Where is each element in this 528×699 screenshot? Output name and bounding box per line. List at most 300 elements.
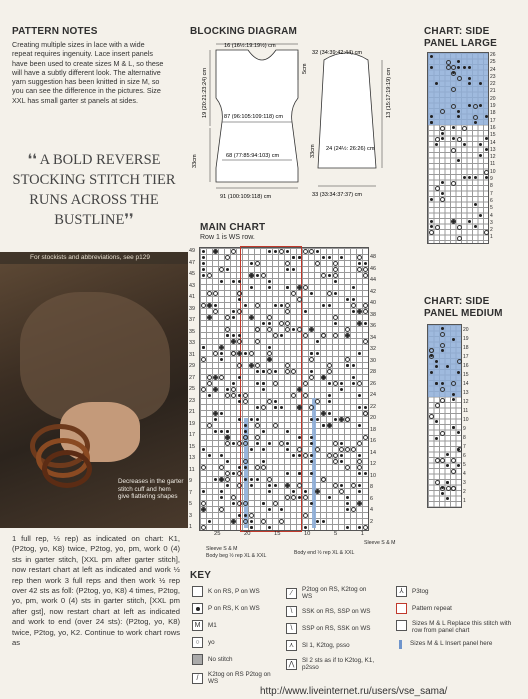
purl-dot	[220, 412, 223, 415]
side-large-title-2: PANEL LARGE	[424, 38, 497, 49]
purl-dot	[268, 250, 271, 253]
purl-dot	[268, 346, 271, 349]
row-label: 3	[490, 219, 493, 226]
yo-circle	[291, 291, 296, 296]
purl-dot	[435, 382, 438, 385]
purl-dot	[274, 400, 277, 403]
key-label: Sizes M & L Replace this stitch with row from panel chart	[412, 620, 512, 634]
purl-dot	[250, 448, 253, 451]
purl-dot	[358, 484, 361, 487]
yo-circle	[243, 441, 248, 446]
purl-dot	[346, 496, 349, 499]
yo-circle	[207, 423, 212, 428]
purl-dot	[457, 115, 460, 118]
key-item	[192, 654, 282, 665]
purl-dot	[457, 431, 460, 434]
purl-dot	[220, 490, 223, 493]
row-label: 2	[490, 227, 493, 234]
photo-caption: Decreases in the garter stitch cuff and hem give flattering shapes	[118, 478, 184, 500]
sk2po-icon: ⋏	[286, 640, 297, 651]
yo-circle	[255, 423, 260, 428]
yo-circle	[243, 399, 248, 404]
row-label: 23	[490, 73, 496, 80]
purl-dot	[435, 365, 438, 368]
purl-dot	[244, 478, 247, 481]
row-label: 30	[370, 357, 376, 364]
row-label: 11	[463, 408, 469, 414]
yo-circle	[457, 359, 462, 364]
purl-dot	[232, 502, 235, 505]
yo-circle	[363, 435, 368, 440]
purl-dot	[286, 286, 289, 289]
yo-circle	[261, 405, 266, 410]
row-label: 1	[463, 498, 466, 504]
purl-dot	[322, 376, 325, 379]
purl-dot	[244, 430, 247, 433]
purl-dot	[328, 382, 331, 385]
row-label: 11	[490, 161, 496, 168]
purl-dot	[334, 418, 337, 421]
yo-circle	[303, 285, 308, 290]
purl-dot	[292, 490, 295, 493]
bangle-3	[42, 450, 92, 488]
row-label: 7	[189, 489, 192, 496]
purl-dot	[310, 460, 313, 463]
purl-dot	[310, 292, 313, 295]
yo-circle	[351, 303, 356, 308]
yo-circle	[333, 381, 338, 386]
purl-dot	[226, 388, 229, 391]
yo-circle	[440, 486, 445, 491]
dim-sleeve-cuff: 33 (33:34:37:37) cm	[312, 192, 363, 198]
yo-circle	[435, 480, 440, 485]
yo-circle	[225, 327, 230, 332]
yo-circle	[201, 501, 206, 506]
row-label: 8	[463, 435, 466, 441]
p2tog-icon: ⁄	[286, 588, 297, 599]
purl-dot	[220, 346, 223, 349]
purl-dot	[220, 280, 223, 283]
yo-circle	[219, 507, 224, 512]
purl-dot	[358, 526, 361, 529]
blocking-diagram	[186, 38, 404, 210]
yo-circle	[357, 465, 362, 470]
purl-dot	[310, 370, 313, 373]
col-labels	[214, 531, 364, 537]
purl-dot	[298, 496, 301, 499]
yo-circle	[249, 513, 254, 518]
yo-circle	[261, 465, 266, 470]
yo-circle	[291, 495, 296, 500]
purl-dot	[238, 298, 241, 301]
purl-dot	[328, 274, 331, 277]
purl-dot	[352, 310, 355, 313]
key-label: No stitch	[208, 656, 233, 663]
purl-dot	[334, 280, 337, 283]
key-label: Sl 1, K2tog, psso	[302, 642, 350, 649]
yo-circle	[339, 417, 344, 422]
purl-dot	[232, 472, 235, 475]
yo-circle	[363, 303, 368, 308]
yo-circle	[297, 483, 302, 488]
yo-circle	[255, 465, 260, 470]
yo-circle	[333, 483, 338, 488]
yo-circle	[297, 327, 302, 332]
purl-dot	[250, 520, 253, 523]
purl-dot	[208, 394, 211, 397]
dim-shoulder: 32 (34:39:42:44) cm	[312, 50, 363, 56]
yo-circle	[291, 393, 296, 398]
row-label: 23	[189, 397, 195, 404]
row-label: 26	[490, 52, 496, 58]
row-label: 14	[463, 381, 469, 387]
dim-neck-drop: 5cm	[302, 63, 308, 74]
purl-dot	[441, 181, 444, 184]
yo-circle	[473, 104, 478, 109]
yo-circle	[237, 351, 242, 356]
row-label: 25	[189, 386, 195, 392]
row-label: 18	[370, 426, 376, 433]
row-label: 6	[490, 197, 493, 204]
p3tog-icon: ⅄	[396, 586, 407, 597]
knit-symbol-icon	[192, 586, 203, 597]
row-label: 37	[189, 317, 195, 323]
purl-dot	[446, 464, 449, 467]
purl-dot	[446, 365, 449, 368]
purl-dot	[340, 442, 343, 445]
yo-circle	[225, 435, 230, 440]
purl-dot	[298, 436, 301, 439]
row-label: 46	[370, 265, 376, 272]
yo-circle	[225, 393, 230, 398]
purl-dot	[256, 274, 259, 277]
yo-circle	[309, 405, 314, 410]
purl-dot	[286, 430, 289, 433]
purl-dot	[310, 502, 313, 505]
purl-dot	[220, 454, 223, 457]
row-label: 5	[189, 501, 192, 507]
yo-circle	[231, 495, 236, 500]
purl-dot	[457, 464, 460, 467]
yo-circle	[291, 369, 296, 374]
yo-circle	[321, 333, 326, 338]
purl-dot	[358, 310, 361, 313]
yo-circle	[435, 225, 440, 230]
main-chart-title: MAIN CHART	[200, 222, 266, 233]
purl-dot	[310, 436, 313, 439]
purl-dot	[220, 430, 223, 433]
row-label: 6	[370, 495, 373, 502]
key-item	[286, 640, 386, 651]
yo-circle	[345, 417, 350, 422]
row-label: 10	[463, 417, 469, 423]
purl-dot	[268, 526, 271, 529]
purl-dot	[328, 304, 331, 307]
row-label: 13	[189, 455, 195, 461]
row-label: 15	[189, 443, 195, 450]
purl-dot	[232, 340, 235, 343]
yo-circle	[285, 327, 290, 332]
yo-circle	[363, 267, 368, 272]
purl-dot	[457, 110, 460, 113]
purl-dot	[346, 334, 349, 337]
yo-circle	[339, 447, 344, 452]
quote-close-mark: ❜❜	[124, 212, 134, 228]
yo-circle	[237, 471, 242, 476]
purl-dot	[316, 418, 319, 421]
yo-circle	[351, 483, 356, 488]
yo-circle	[440, 109, 445, 114]
row-label: 47	[189, 259, 195, 266]
ssp-icon: \	[286, 623, 297, 634]
purl-dot	[244, 514, 247, 517]
body-end-label: Body end ½ rep XL & XXL	[294, 550, 355, 556]
purl-dot	[479, 104, 482, 107]
yo-circle	[213, 411, 218, 416]
row-label: 16	[463, 363, 469, 369]
yo-circle	[333, 267, 338, 272]
row-label: 16	[370, 438, 376, 444]
k2tog-icon: /	[192, 673, 203, 684]
row-label: 13	[490, 146, 496, 153]
yo-circle	[243, 435, 248, 440]
purl-dot	[322, 412, 325, 415]
yo-circle	[213, 387, 218, 392]
row-label: 38	[370, 311, 376, 318]
purl-dot	[226, 430, 229, 433]
row-label: 41	[189, 294, 195, 300]
yo-circle	[429, 414, 434, 419]
purl-dot	[468, 176, 471, 179]
yo-circle	[451, 486, 456, 491]
purl-dot	[238, 466, 241, 469]
purl-dot	[250, 418, 253, 421]
row-label: 45	[189, 271, 195, 277]
purl-dot	[238, 280, 241, 283]
col-label: 5	[333, 531, 338, 537]
key-item	[192, 620, 282, 631]
yo-circle	[303, 393, 308, 398]
purl-dot	[262, 502, 265, 505]
purl-dot	[250, 286, 253, 289]
purl-dot	[328, 496, 331, 499]
purl-dot	[358, 262, 361, 265]
purl-dot	[340, 484, 343, 487]
yo-circle	[279, 321, 284, 326]
yo-circle	[297, 297, 302, 302]
purl-dot	[316, 520, 319, 523]
purl-dot	[358, 490, 361, 493]
purl-dot	[322, 304, 325, 307]
yo-circle	[484, 170, 489, 175]
row-label: 17	[463, 354, 469, 360]
col-label: 1	[360, 531, 364, 537]
yo-circle	[237, 339, 242, 344]
purl-dot	[457, 66, 460, 69]
yo-circle	[225, 315, 230, 320]
purl-dot	[334, 322, 337, 325]
purl-dot	[298, 454, 301, 457]
purl-dot	[220, 478, 223, 481]
row-label: 3	[189, 512, 192, 519]
key-label: Sl 2 sts as if to K2tog, K1, p2sso	[302, 657, 375, 671]
yo-circle	[237, 363, 242, 368]
row-label: 18	[463, 345, 469, 351]
purl-dot	[226, 484, 229, 487]
purl-dot	[280, 406, 283, 409]
purl-dot	[430, 225, 433, 228]
yo-circle	[207, 315, 212, 320]
purl-dot	[340, 454, 343, 457]
yo-circle	[255, 435, 260, 440]
yo-circle	[327, 363, 332, 368]
yo-circle	[345, 447, 350, 452]
row-label: 17	[490, 117, 496, 124]
yo-circle	[327, 291, 332, 296]
purl-dot	[452, 398, 455, 401]
yo-circle	[440, 332, 445, 337]
row-label: 8	[490, 183, 493, 190]
purl-dot	[262, 382, 265, 385]
col-label: 20	[243, 531, 251, 537]
row-label: 20	[463, 327, 469, 333]
row-label: 31	[189, 351, 195, 358]
yo-circle	[225, 477, 230, 482]
yo-circle	[267, 327, 272, 332]
purl-dot	[358, 394, 361, 397]
purl-dot	[268, 280, 271, 283]
purl-dot	[256, 382, 259, 385]
purl-dot	[352, 382, 355, 385]
purl-dot	[250, 262, 253, 265]
purl-dot	[328, 256, 331, 259]
key-item	[286, 623, 386, 634]
row-label: 9	[490, 176, 493, 183]
yo-circle	[457, 225, 462, 230]
row-label: 6	[463, 453, 466, 459]
purl-dot	[220, 358, 223, 361]
yo-circle	[285, 363, 290, 368]
yo-circle	[429, 230, 434, 235]
yo-circle	[357, 441, 362, 446]
purl-dot	[208, 454, 211, 457]
purl-dot	[346, 502, 349, 505]
yo-circle	[435, 403, 440, 408]
purl-dot	[232, 334, 235, 337]
key-item	[192, 586, 282, 597]
key-item	[192, 637, 282, 648]
yo-circle	[279, 519, 284, 524]
yo-circle	[297, 447, 302, 452]
yo-circle	[201, 303, 206, 308]
row-label: 34	[370, 334, 376, 341]
purl-dot	[430, 198, 433, 201]
purl-dot	[238, 376, 241, 379]
purl-dot	[262, 448, 265, 451]
yo-circle	[261, 273, 266, 278]
key-label: SSP on RS, SSK on WS	[302, 625, 371, 632]
row-label: 16	[490, 124, 496, 131]
key-item	[192, 671, 282, 685]
purl-dot	[468, 66, 471, 69]
purl-dot	[208, 520, 211, 523]
row-label: 8	[370, 484, 373, 490]
key-label: P on RS, K on WS	[208, 605, 260, 612]
yo-circle	[213, 291, 218, 296]
purl-dot	[262, 322, 265, 325]
yo-circle	[429, 348, 434, 353]
yo-circle	[237, 309, 242, 314]
yo-circle	[351, 447, 356, 452]
purl-dot	[232, 280, 235, 283]
purl-dot	[358, 352, 361, 355]
purl-dot	[463, 66, 466, 69]
row-label: 3	[463, 480, 466, 486]
pattern-repeat-icon	[396, 603, 407, 614]
yo-circle	[333, 315, 338, 320]
purl-dot	[435, 143, 438, 146]
purl-dot	[441, 137, 444, 140]
yo-circle	[339, 489, 344, 494]
purl-dot	[232, 382, 235, 385]
dim-sleeve-width: 24 (24½: 26:26) cm	[326, 146, 375, 152]
yo-circle	[457, 76, 462, 81]
purl-dot	[485, 137, 488, 140]
yo-circle	[267, 369, 272, 374]
yo-circle	[219, 375, 224, 380]
blocking-title: BLOCKING DIAGRAM	[190, 26, 298, 37]
purl-dot	[292, 256, 295, 259]
purl-dot	[232, 442, 235, 445]
key-item	[396, 620, 516, 634]
purl-dot	[298, 388, 301, 391]
purl-dot	[304, 310, 307, 313]
row-label: 15	[490, 132, 496, 139]
yo-circle	[440, 398, 445, 403]
purl-dot	[430, 115, 433, 118]
yo-circle	[255, 363, 260, 368]
yo-circle	[213, 351, 218, 356]
yo-circle	[213, 309, 218, 314]
yo-circle	[273, 333, 278, 338]
purl-dot	[328, 424, 331, 427]
purl-dot	[226, 334, 229, 337]
yo-circle	[333, 261, 338, 266]
yo-circle	[207, 273, 212, 278]
yo-circle	[321, 273, 326, 278]
yo-circle	[457, 236, 462, 241]
key-title: KEY	[190, 570, 212, 581]
key-col-3	[396, 586, 516, 649]
purl-dot	[430, 66, 433, 69]
dim-body-len: 33cm	[192, 154, 198, 168]
purl-dot	[441, 349, 444, 352]
purl-dot	[238, 514, 241, 517]
purl-dot	[468, 82, 471, 85]
col-label: 15	[273, 531, 281, 537]
yo-circle	[249, 273, 254, 278]
yo-circle	[255, 303, 260, 308]
purl-dot	[256, 442, 259, 445]
row-label: 13	[463, 390, 469, 396]
quote-open-mark: ❛❛	[27, 152, 37, 168]
purl-dot	[452, 338, 455, 341]
row-label: 35	[189, 328, 195, 335]
purl-dot	[346, 298, 349, 301]
col-label: 25	[214, 531, 221, 537]
yo-circle	[435, 137, 440, 142]
quote-line-4: BUSTLINE	[54, 212, 125, 228]
